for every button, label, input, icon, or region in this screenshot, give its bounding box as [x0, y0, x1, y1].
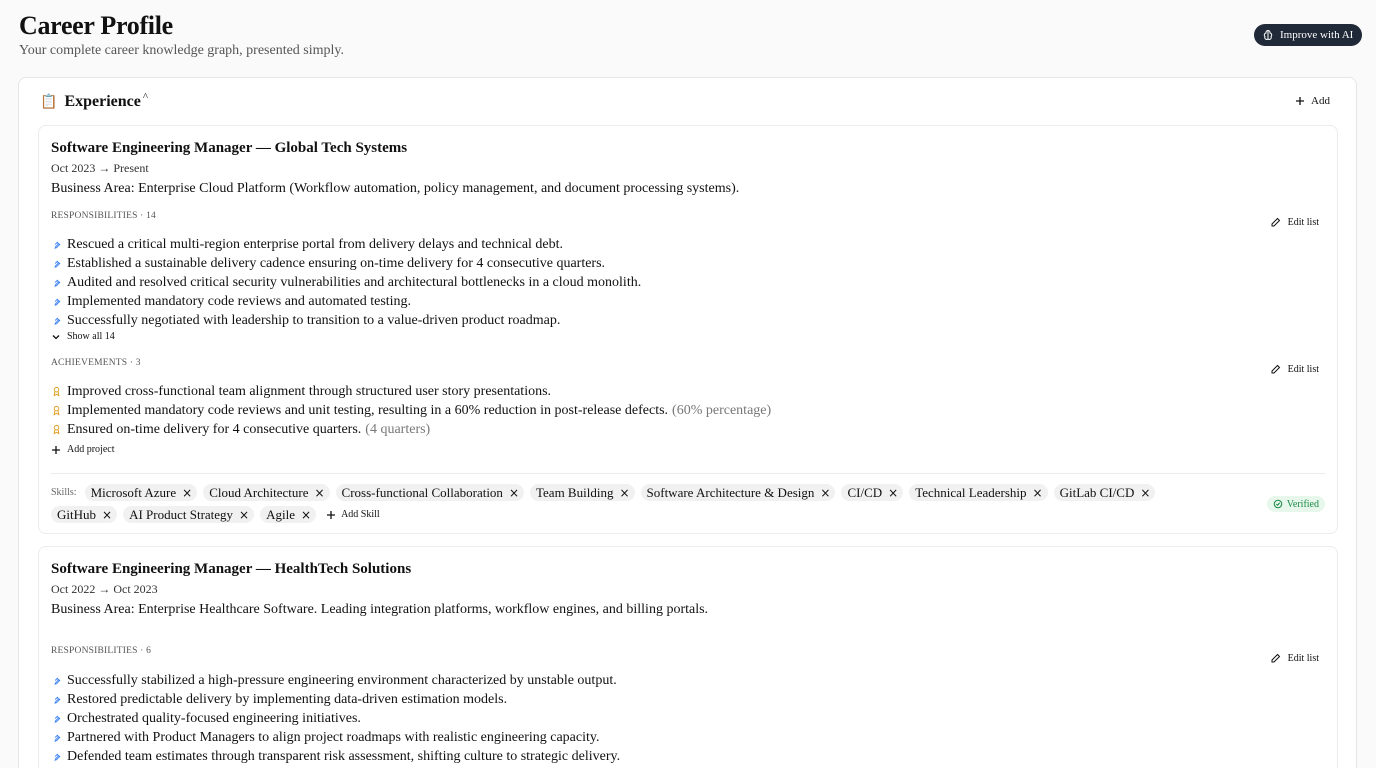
responsibility-text: Defended team estimates through transparent risk assessment, shifting culture to strategic delivery. — [67, 748, 621, 764]
wrench-icon — [51, 277, 67, 288]
edit-responsibilities-button[interactable] — [1270, 216, 1319, 228]
skill-chip-label: Agile — [266, 506, 295, 522]
achievements-label: ACHIEVEMENTS · 3 — [51, 358, 141, 368]
add-label: Add — [1311, 95, 1330, 107]
verified-label: Verified — [1286, 498, 1319, 510]
plus-icon — [51, 445, 61, 455]
edit-list-label: Edit list — [1287, 652, 1319, 664]
show-all-button[interactable] — [51, 331, 115, 342]
skill-chip[interactable] — [336, 484, 524, 501]
responsibilities-list — [51, 235, 641, 330]
skill-chip[interactable] — [85, 484, 198, 501]
achievement-text: Implemented mandatory code reviews and unit testing, resulting in a 60% reduction in post-release defects. — [67, 402, 669, 418]
skills-label: Skills: — [51, 487, 77, 498]
list-item — [51, 709, 620, 728]
check-circle-icon — [1273, 499, 1283, 509]
job-title: Software Engineering Manager — HealthTech Solutions — [51, 561, 412, 577]
achievements-list — [51, 382, 771, 439]
clipboard-icon: 📋 — [40, 94, 58, 110]
add-project-button[interactable] — [51, 444, 115, 455]
achievement-text: Improved cross-functional team alignment through structured user story presentations. — [67, 383, 552, 399]
experience-section — [18, 77, 1357, 768]
responsibilities-label: RESPONSIBILITIES · 14 — [51, 211, 157, 221]
list-item — [51, 690, 620, 709]
wrench-icon — [51, 751, 67, 762]
chevron-up-icon[interactable]: ^ — [142, 91, 149, 103]
remove-skill-icon[interactable]: × — [820, 485, 831, 500]
skill-chip[interactable] — [203, 484, 329, 501]
wrench-icon — [51, 239, 67, 250]
skill-chip-label: Microsoft Azure — [90, 484, 177, 500]
wrench-icon — [51, 732, 67, 743]
pencil-icon — [1270, 652, 1282, 664]
experience-card — [38, 546, 1338, 768]
experience-title: Experience — [64, 93, 141, 110]
skill-chip[interactable] — [1054, 484, 1156, 501]
list-item — [51, 747, 620, 766]
remove-skill-icon[interactable]: × — [1032, 485, 1043, 500]
responsibility-text: Orchestrated quality-focused engineering initiatives. — [67, 710, 361, 726]
business-area: Business Area: Enterprise Healthcare Software. Leading integration platforms, workflow engines, and billing portals. — [51, 602, 709, 617]
skills-area — [51, 484, 1171, 523]
skill-chip-label: Team Building — [536, 484, 614, 500]
job-dates: Oct 2022 → Oct 2023 — [51, 582, 158, 596]
remove-skill-icon[interactable]: × — [508, 485, 519, 500]
responsibility-text: Restored predictable delivery by implementing data-driven estimation models. — [67, 691, 508, 707]
edit-achievements-button[interactable] — [1270, 363, 1319, 375]
wrench-icon — [51, 675, 67, 686]
list-item — [51, 382, 771, 401]
wrench-icon — [51, 315, 67, 326]
show-all-label: Show all 14 — [67, 331, 115, 342]
list-item — [51, 235, 641, 254]
improve-with-ai-button[interactable] — [1254, 24, 1362, 46]
skill-chip[interactable] — [530, 484, 635, 501]
remove-skill-icon[interactable]: × — [182, 485, 193, 500]
divider — [51, 473, 1325, 474]
skill-chip[interactable] — [51, 506, 117, 523]
skill-chip-label: Cross-functional Collaboration — [341, 484, 503, 500]
achievement-note: (60% percentage) — [672, 402, 772, 418]
edit-list-label: Edit list — [1287, 363, 1319, 375]
responsibilities-label: RESPONSIBILITIES · 6 — [51, 646, 152, 656]
skill-chip[interactable] — [641, 484, 836, 501]
responsibilities-list — [51, 671, 620, 766]
add-project-label: Add project — [67, 444, 115, 455]
wrench-icon — [51, 296, 67, 307]
chevron-down-icon — [51, 332, 61, 342]
add-skill-label: Add Skill — [341, 509, 380, 520]
remove-skill-icon[interactable]: × — [619, 485, 630, 500]
award-icon — [51, 386, 67, 397]
award-icon — [51, 405, 67, 416]
award-icon — [51, 424, 67, 435]
responsibility-text: Implemented mandatory code reviews and automated testing. — [67, 293, 412, 309]
list-item — [51, 671, 620, 690]
experience-card — [38, 125, 1338, 534]
achievement-text: Ensured on-time delivery for 4 consecutive quarters. — [67, 421, 362, 437]
responsibility-text: Partnered with Product Managers to align project roadmaps with realistic engineering capacity. — [67, 729, 600, 745]
list-item — [51, 292, 641, 311]
skill-chip-label: GitHub — [57, 506, 96, 522]
remove-skill-icon[interactable]: × — [888, 485, 899, 500]
responsibility-text: Successfully negotiated with leadership to transition to a value-driven product roadmap. — [67, 312, 561, 328]
skill-chip[interactable] — [123, 506, 254, 523]
list-item — [51, 420, 771, 439]
experience-header[interactable] — [40, 93, 148, 111]
page-title: Career Profile — [19, 11, 173, 40]
add-skill-button[interactable] — [326, 509, 380, 520]
list-item — [51, 311, 641, 330]
responsibility-text: Audited and resolved critical security vulnerabilities and architectural bottlenecks in a cloud monolith. — [67, 274, 642, 290]
list-item — [51, 254, 641, 273]
skill-chip[interactable] — [909, 484, 1047, 501]
plus-icon — [1295, 96, 1305, 106]
edit-responsibilities-button[interactable] — [1270, 652, 1319, 664]
skill-chip-label: GitLab CI/CD — [1059, 484, 1135, 500]
sparkle-brain-icon — [1262, 29, 1274, 41]
list-item — [51, 728, 620, 747]
remove-skill-icon[interactable]: × — [1140, 485, 1151, 500]
verified-badge — [1267, 496, 1325, 512]
plus-icon — [326, 510, 336, 520]
list-item — [51, 273, 641, 292]
list-item — [51, 401, 771, 420]
pencil-icon — [1270, 216, 1282, 228]
improve-with-ai-label: Improve with AI — [1280, 29, 1354, 41]
skill-chip-label: Technical Leadership — [915, 484, 1027, 500]
skill-chip-label: CI/CD — [847, 484, 883, 500]
achievement-note: (4 quarters) — [365, 421, 431, 437]
edit-list-label: Edit list — [1287, 216, 1319, 228]
job-dates: Oct 2023 → Present — [51, 161, 149, 175]
responsibility-text: Established a sustainable delivery cadence ensuring on-time delivery for 4 consecutive quarters. — [67, 255, 606, 271]
skill-chip[interactable] — [260, 506, 316, 523]
responsibility-text: Successfully stabilized a high-pressure engineering environment characterized by unstable output. — [67, 672, 617, 688]
responsibility-text: Rescued a critical multi-region enterprise portal from delivery delays and technical debt. — [67, 236, 564, 252]
remove-skill-icon[interactable]: × — [314, 485, 325, 500]
job-title: Software Engineering Manager — Global Tech Systems — [51, 140, 408, 156]
business-area: Business Area: Enterprise Cloud Platform (Workflow automation, policy management, and document processing systems). — [51, 181, 740, 196]
skill-chip-label: Cloud Architecture — [209, 484, 309, 500]
remove-skill-icon[interactable]: × — [102, 507, 113, 522]
skill-chip-label: Software Architecture & Design — [646, 484, 815, 500]
pencil-icon — [1270, 363, 1282, 375]
skill-chip[interactable] — [841, 484, 903, 501]
page-subtitle: Your complete career knowledge graph, presented simply. — [19, 43, 345, 58]
skill-chip-label: AI Product Strategy — [129, 506, 234, 522]
add-experience-button[interactable] — [1295, 95, 1330, 107]
wrench-icon — [51, 258, 67, 269]
page-header — [19, 10, 344, 59]
remove-skill-icon[interactable]: × — [239, 507, 250, 522]
wrench-icon — [51, 713, 67, 724]
wrench-icon — [51, 694, 67, 705]
skills-row — [51, 484, 1171, 523]
remove-skill-icon[interactable]: × — [301, 507, 312, 522]
